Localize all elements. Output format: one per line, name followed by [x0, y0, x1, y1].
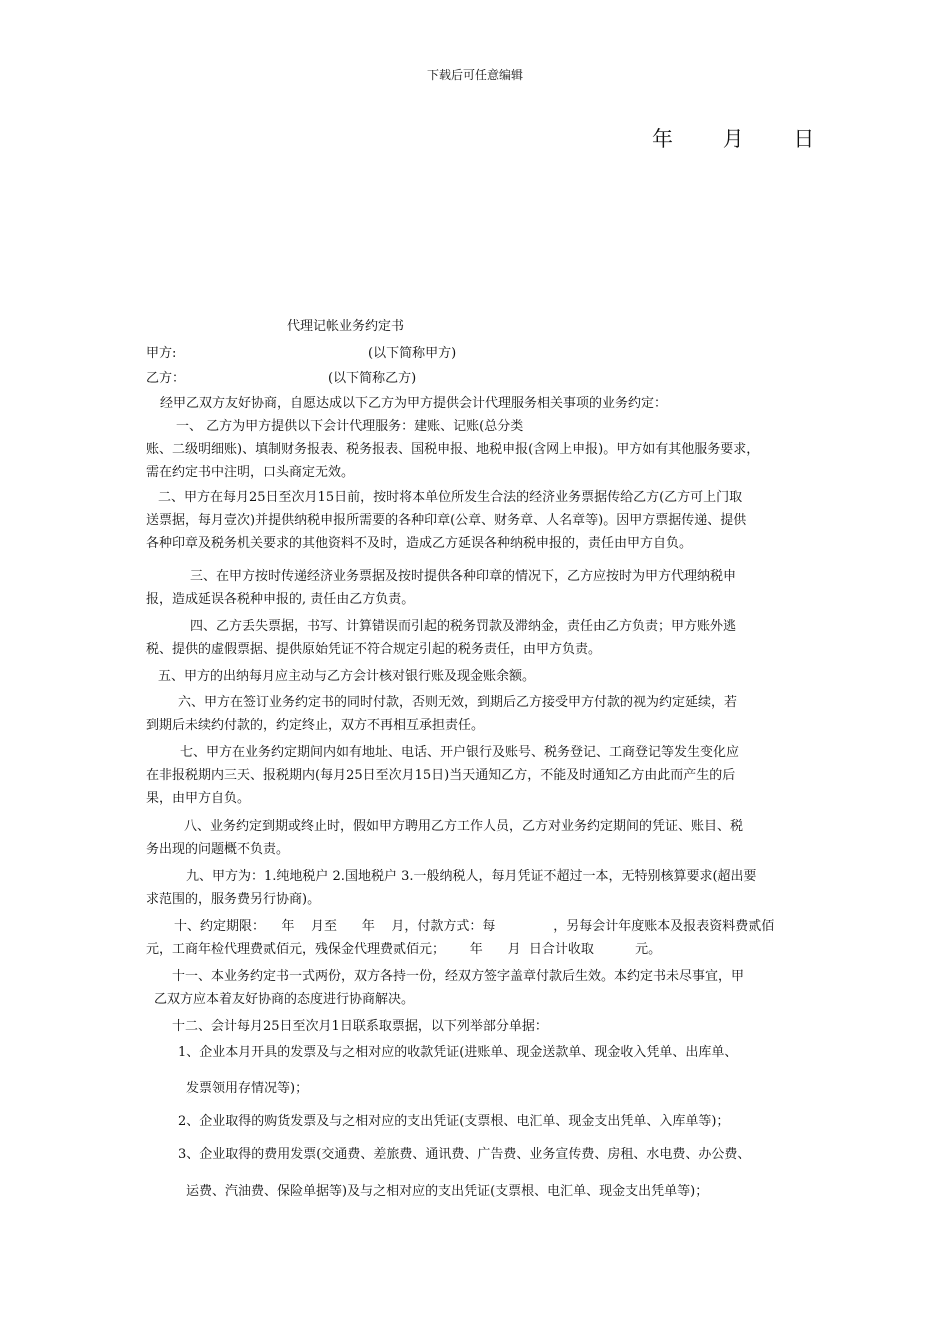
clause-12-line-1: 十二、会计每月25日至次月1日联系取票据，以下列举部分单据：: [172, 1019, 548, 1034]
clause-7-line-1: 七、甲方在业务约定期间内如有地址、电话、开户银行及账号、税务登记、工商登记等发生变化应: [180, 745, 740, 760]
clause-8-line-2: 务出现的问题概不负责。: [146, 842, 290, 857]
date-year: 年: [652, 127, 673, 151]
clause-3: [146, 565, 814, 611]
item-1-line-2: 发票领用存情况等)；: [186, 1081, 309, 1096]
clause-8: [146, 815, 814, 861]
clause-6: [146, 691, 814, 737]
clause-7-line-2: 在非报税期内三天、报税期内(每月25日至次月15日)当天通知乙方，不能及时通知乙方由此而产生的后: [146, 768, 736, 783]
intro-paragraph: 经甲乙双方友好协商，自愿达成以下乙方为甲方提供会计代理服务相关事项的业务约定：: [160, 396, 668, 411]
clause-9-line-1: 九、甲方为：1.纯地税户 2.国地税户 3.一般纳税人，每月凭证不超过一本，无特别核算要求(超出要: [186, 869, 757, 884]
clause-11-line-2: 乙双方应本着友好协商的态度进行协商解决。: [154, 992, 415, 1007]
party-b-label: 乙方：: [146, 371, 186, 386]
date-line: [652, 123, 814, 153]
clause-7-line-3: 果，由甲方自负。: [146, 791, 251, 806]
clause-2: [146, 486, 814, 555]
clause-4: [146, 615, 814, 661]
clause-9-line-2: 求范围的，服务费另行协商)。: [146, 892, 321, 907]
clause-6-line-1: 六、甲方在签订业务约定书的同时付款，否则无效，到期后乙方接受甲方付款的视为约定延续，若: [178, 695, 738, 710]
clause-3-line-2: 报，造成延误各税种申报的, 责任由乙方负责。: [146, 592, 415, 607]
item-2-line: 2、企业取得的购货发票及与之相对应的支出凭证(支票根、电汇单、现金支出凭单、入库单等)；: [178, 1114, 730, 1129]
item-3-line-2: 运费、汽油费、保险单据等)及与之相对应的支出凭证(支票根、电汇单、现金支出凭单等)；: [186, 1184, 709, 1199]
party-a-suffix: (以下简称甲方): [368, 346, 457, 361]
date-day: 日: [793, 127, 815, 151]
date-month: 月: [722, 127, 744, 151]
clause-10: [146, 915, 814, 961]
clause-5: [146, 665, 814, 688]
clause-10-line-1: 十、约定期限： 年 月至 年 月，付款方式：每 ，另每会计年度账本及报表资料费贰佰: [174, 919, 775, 934]
party-b-suffix: (以下简称乙方): [328, 371, 417, 386]
clause-1-line-1: 一、 乙方为甲方提供以下会计代理服务：建账、记账(总分类: [176, 419, 524, 434]
page-header-note: 下载后可任意编辑: [426, 68, 523, 82]
party-a-line: [146, 346, 176, 362]
clause-10-line-2: 元，工商年检代理费贰佰元，残保金代理费贰佰元； 年 月 日合计收取 元。: [146, 942, 662, 957]
clause-6-line-2: 到期后未续约付款的，约定终止，双方不再相互承担责任。: [146, 718, 485, 733]
clause-1: [146, 415, 814, 484]
document-title: 代理记帐业务约定书: [287, 319, 405, 334]
clause-1-line-3: 需在约定书中注明，口头商定无效。: [146, 465, 355, 480]
party-a-label: 甲方:: [146, 346, 177, 361]
clause-12: [146, 1015, 814, 1038]
item-3-line-1: 3、企业取得的费用发票(交通费、差旅费、通讯费、广告费、业务宣传费、房租、水电费、办公费、: [178, 1147, 751, 1162]
item-1-line-1: 1、企业本月开具的发票及与之相对应的收款凭证(进账单、现金送款单、现金收入凭单、出库单、: [178, 1045, 738, 1060]
clause-2-line-2: 送票据，每月壹次)并提供纳税申报所需要的各种印章(公章、财务章、人名章等)。因甲方票据传递、提供: [146, 513, 747, 528]
clause-2-line-1: 二、甲方在每月25日至次月15日前，按时将本单位所发生合法的经济业务票据传给乙方(乙方可上门取: [158, 490, 743, 505]
clause-4-line-2: 税、提供的虚假票据、提供原始凭证不符合规定引起的税务责任，由甲方负责。: [146, 642, 602, 657]
clause-7: [146, 741, 814, 810]
clause-1-line-2: 账、二级明细账)、填制财务报表、税务报表、国税申报、地税申报(含网上申报)。甲方如有其他服务要求，: [146, 442, 760, 457]
clause-2-line-3: 各种印章及税务机关要求的其他资料不及时，造成乙方延误各种纳税申报的，责任由甲方自负。: [146, 536, 693, 551]
clause-9: [146, 865, 814, 911]
clause-11-line-1: 十一、本业务约定书一式两份，双方各持一份，经双方签字盖章付款后生效。本约定书未尽事宜，甲: [172, 969, 745, 984]
clause-11: [146, 965, 814, 1011]
clause-3-line-1: 三、在甲方按时传递经济业务票据及按时提供各种印章的情况下，乙方应按时为甲方代理纳税申: [190, 569, 737, 584]
clause-5-line-1: 五、甲方的出纳每月应主动与乙方会计核对银行账及现金账余额。: [158, 669, 536, 684]
clause-8-line-1: 八、业务约定到期或终止时，假如甲方聘用乙方工作人员，乙方对业务约定期间的凭证、账目、税: [184, 819, 744, 834]
clause-4-line-1: 四、乙方丢失票据，书写、计算错误而引起的税务罚款及滞纳金，责任由乙方负责；甲方账外逃: [190, 619, 737, 634]
